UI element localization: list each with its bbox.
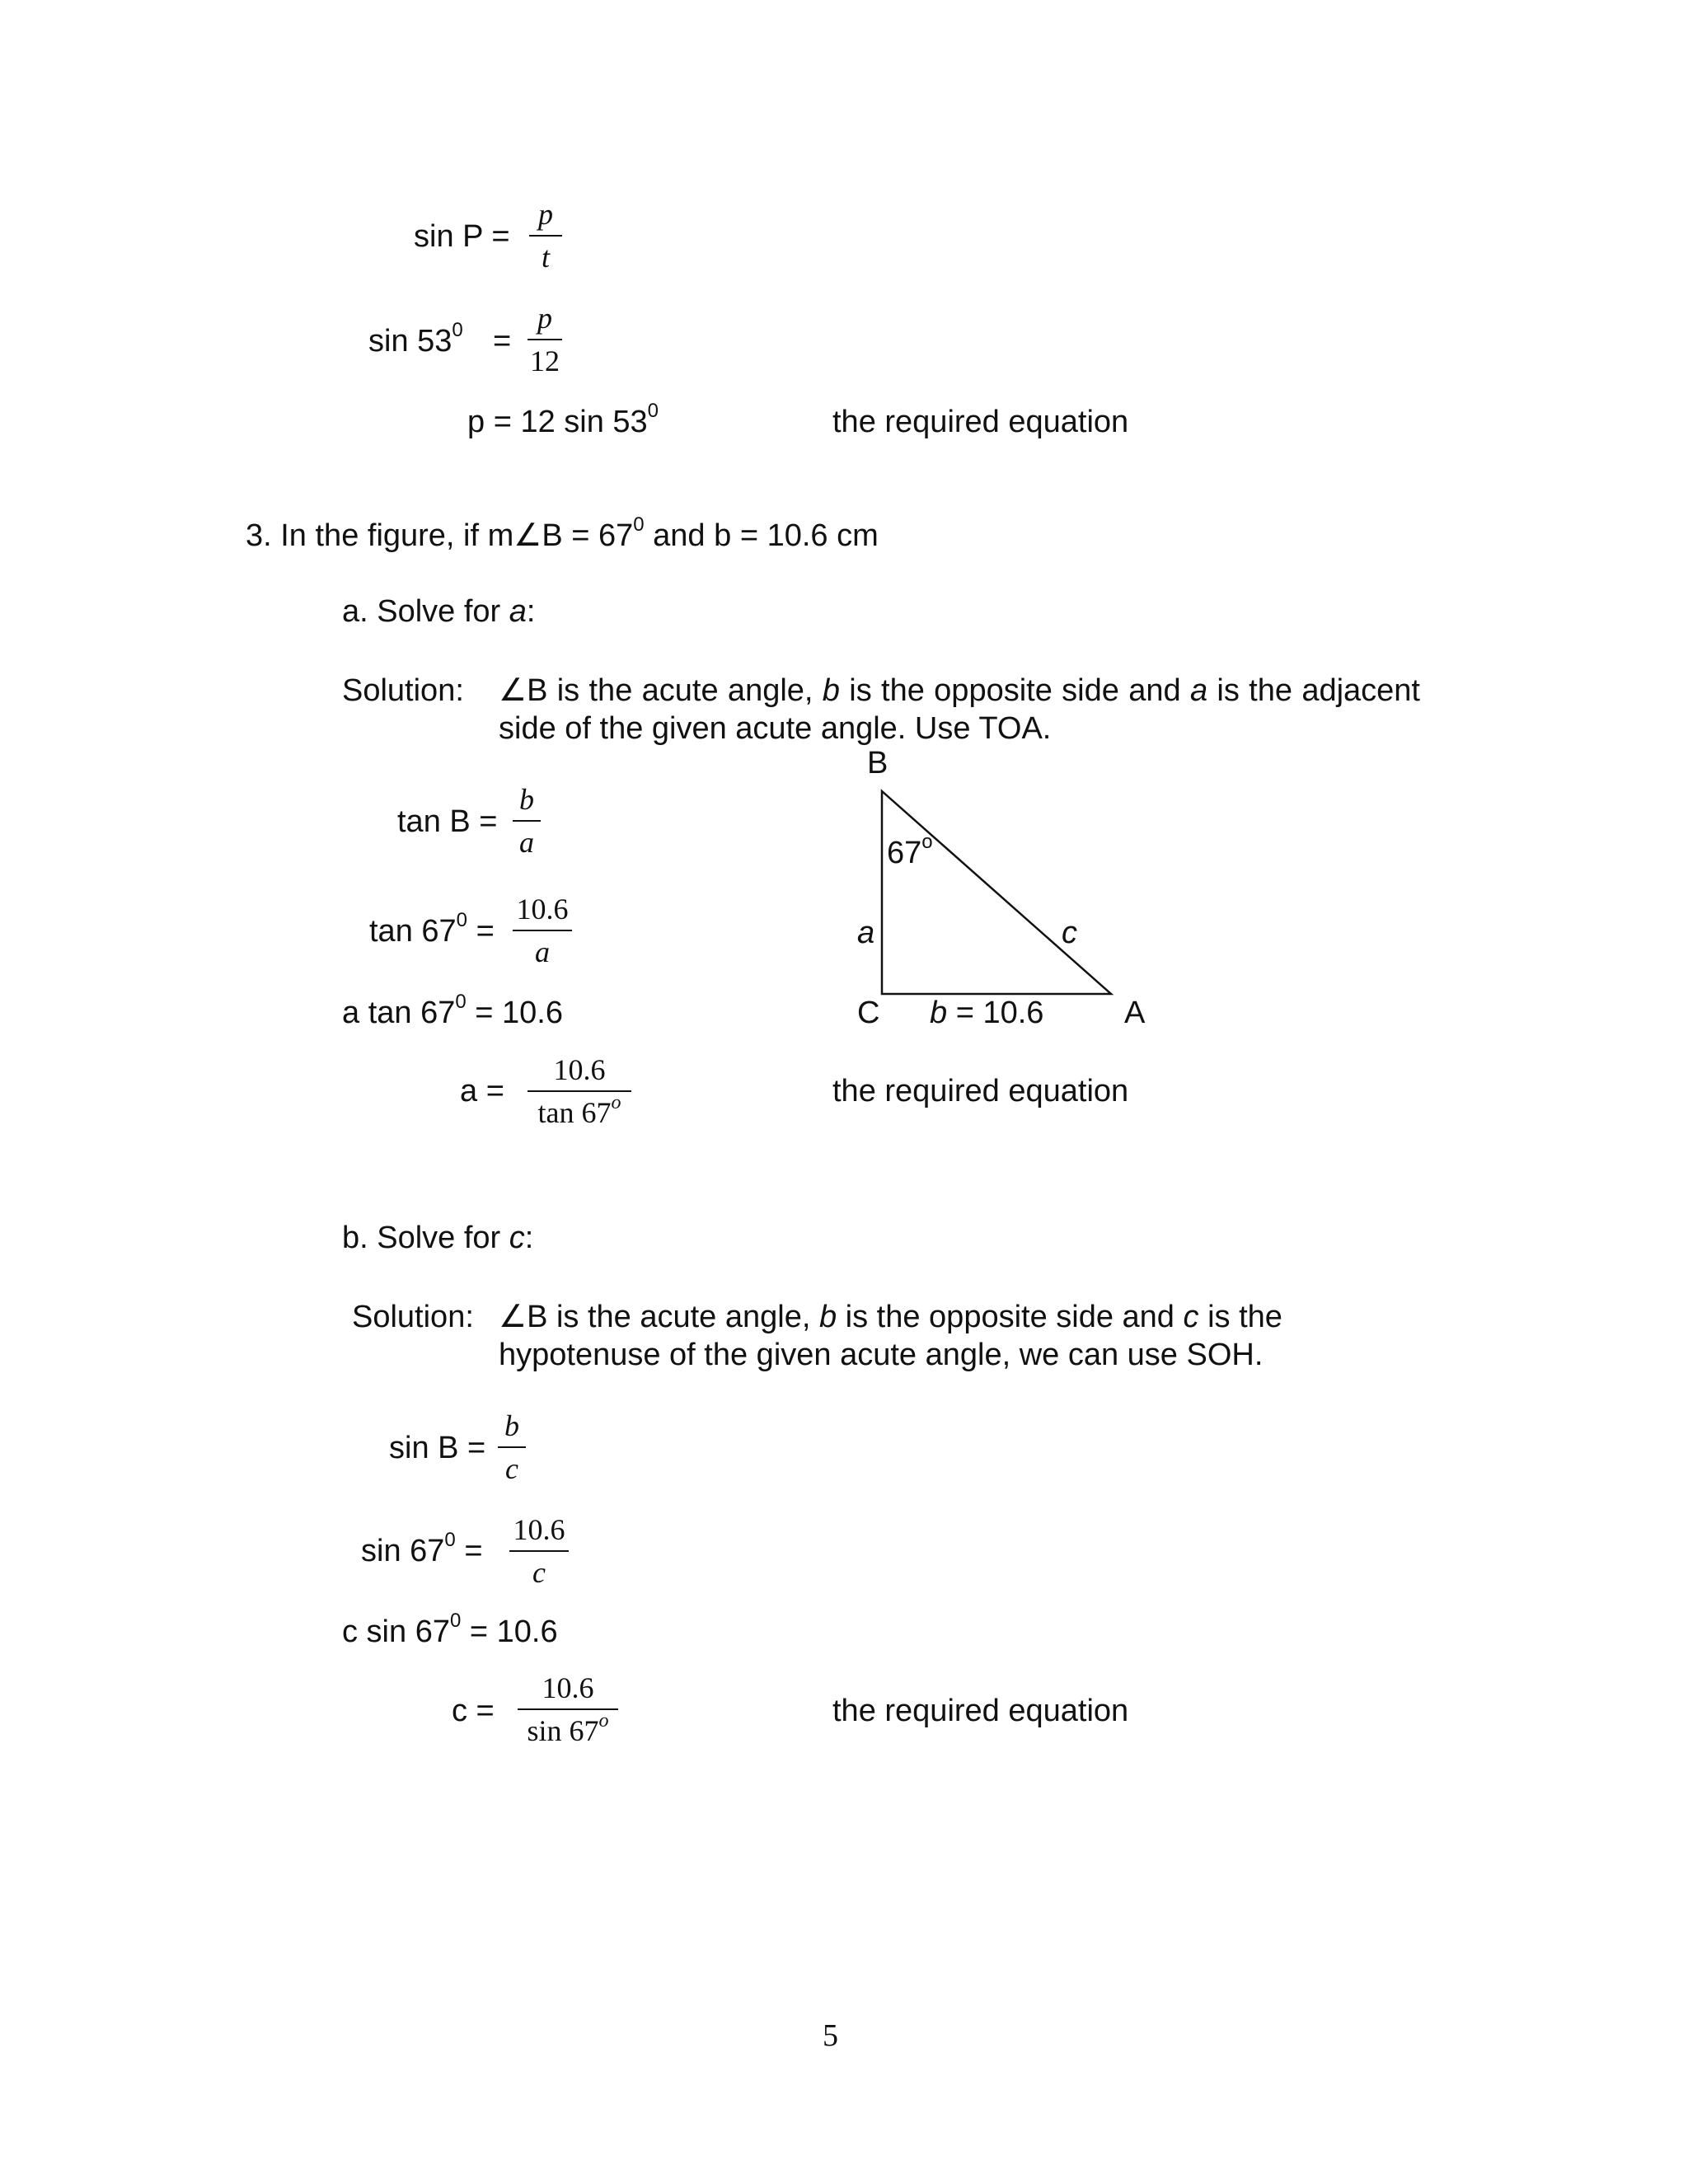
eq-text: a tan 67 <box>342 996 456 1030</box>
degree-sup: o <box>921 831 933 854</box>
frac-denominator <box>527 1710 609 1747</box>
problem-3-statement <box>246 513 879 554</box>
frac-denominator <box>537 1092 621 1129</box>
eq-a-lhs: a = <box>460 1074 504 1108</box>
side-b-var: b <box>930 996 948 1030</box>
frac-numerator: b <box>519 783 534 816</box>
heading-text: : <box>524 1221 534 1255</box>
heading-var: c <box>509 1221 525 1255</box>
required-equation-label: the required equation <box>832 405 1129 439</box>
eq-text: tan 67 <box>369 914 457 949</box>
eq-a-tan67 <box>342 991 563 1031</box>
required-equation-label: the required equation <box>832 1694 1129 1728</box>
fraction-bar <box>528 339 562 340</box>
side-c-label: c <box>1062 916 1077 950</box>
frac-denominator: a <box>519 826 534 859</box>
solution-text: is the hypotenuse of the given acute angle, we can use SOH. <box>499 1300 1282 1372</box>
degree-sup: o <box>611 1092 621 1113</box>
frac-denominator: c <box>532 1556 546 1589</box>
solution-text: is the adjacent side of the given acute angle. Use TOA. <box>499 673 1420 746</box>
eq-text: = <box>493 324 512 359</box>
eq-sin53-lhs <box>368 319 463 359</box>
required-equation-label: the required equation <box>832 1074 1129 1108</box>
eq-sinP-lhs <box>414 218 510 255</box>
frac-b-over-c <box>498 1409 526 1485</box>
eq-text: = <box>455 1534 483 1568</box>
frac-10-6-over-c <box>509 1513 569 1589</box>
frac-numerator: 10.6 <box>553 1053 606 1086</box>
triangle-shape <box>882 791 1111 994</box>
part-b-heading <box>342 1220 533 1256</box>
degree-sup: o <box>598 1710 609 1732</box>
angle-text: 67 <box>887 836 922 870</box>
side-b-value: = 10.6 <box>947 996 1044 1030</box>
eq-c-lhs: c = <box>452 1694 495 1728</box>
frac-10-6-over-sin67 <box>518 1671 618 1747</box>
frac-p-over-12 <box>528 302 562 377</box>
degree-sup: 0 <box>633 513 645 537</box>
degree-sup: 0 <box>456 909 468 932</box>
frac-numerator: p <box>538 198 553 231</box>
eq-c-sin67 <box>342 1610 558 1650</box>
solution-label-b: Solution: <box>352 1300 474 1334</box>
eq-text: = 10.6 <box>461 1615 558 1649</box>
eq-tanB-lhs: tan B = <box>397 804 498 839</box>
solution-var: b <box>818 1300 837 1334</box>
solution-text: ∠B is the acute angle, <box>499 1300 819 1334</box>
eq-sin67-lhs <box>361 1529 483 1569</box>
eq-sin53-equals <box>493 323 511 359</box>
heading-text: b. Solve for <box>342 1221 509 1255</box>
frac-denominator: a <box>535 935 550 968</box>
degree-sup: 0 <box>647 400 659 423</box>
frac-numerator: 10.6 <box>513 1513 565 1546</box>
problem-text: and b = 10.6 cm <box>644 518 879 553</box>
fraction-bar <box>498 1446 526 1448</box>
vertex-C-label: C <box>857 996 880 1030</box>
eq-p-result <box>467 400 659 440</box>
solution-text-a <box>499 672 1420 748</box>
part-a-heading <box>342 593 535 630</box>
degree-sup: 0 <box>455 991 467 1014</box>
angle-67-label <box>887 831 933 871</box>
frac-denominator: c <box>505 1452 518 1485</box>
solution-var: b <box>822 673 840 708</box>
fraction-bar <box>529 235 562 237</box>
degree-sup: 0 <box>452 319 463 342</box>
frac-denominator: 12 <box>530 344 560 377</box>
frac-numerator: 10.6 <box>542 1671 594 1704</box>
fraction-bar <box>509 1550 569 1552</box>
fraction-bar <box>513 820 541 822</box>
frac-numerator: 10.6 <box>516 893 569 926</box>
den-text: tan 67 <box>537 1096 612 1129</box>
problem-text: 3. In the figure, if m∠B = 67 <box>246 518 634 553</box>
eq-tan67-lhs <box>369 909 495 949</box>
eq-text: p = 12 sin 53 <box>467 405 648 439</box>
solution-var: a <box>1189 673 1208 708</box>
eq-text: = <box>467 914 495 949</box>
vertex-A-label: A <box>1124 996 1146 1030</box>
frac-10-6-over-tan67 <box>528 1053 631 1129</box>
frac-b-over-a <box>513 783 541 859</box>
vertex-B-label: B <box>867 746 889 780</box>
heading-text: a. Solve for <box>342 594 509 629</box>
solution-text: ∠B is the acute angle, <box>499 673 823 708</box>
frac-p-over-t <box>529 198 562 274</box>
side-a-label: a <box>857 916 875 950</box>
frac-numerator: p <box>537 302 552 335</box>
page-number: 5 <box>823 2018 838 2053</box>
degree-sup: 0 <box>449 1610 462 1633</box>
frac-denominator: t <box>541 241 550 274</box>
eq-text: sin P = <box>414 219 510 254</box>
side-b-label <box>930 995 1043 1031</box>
eq-text: = 10.6 <box>466 996 563 1030</box>
heading-text: : <box>526 594 536 629</box>
solution-text: is the opposite side and <box>839 673 1190 708</box>
eq-sinB-lhs: sin B = <box>389 1431 486 1465</box>
solution-label-a: Solution: <box>342 673 464 708</box>
frac-numerator: b <box>504 1409 519 1442</box>
solution-text-b <box>499 1298 1339 1374</box>
eq-text: sin 67 <box>361 1534 445 1568</box>
eq-text: c sin 67 <box>342 1615 450 1649</box>
frac-10-6-over-a <box>513 893 572 968</box>
heading-var: a <box>509 594 527 629</box>
fraction-bar <box>513 930 572 931</box>
degree-sup: 0 <box>444 1529 456 1552</box>
solution-text: is the opposite side and <box>837 1300 1184 1334</box>
eq-text: sin 53 <box>368 324 452 359</box>
solution-var: c <box>1183 1300 1199 1334</box>
den-text: sin 67 <box>527 1714 599 1747</box>
